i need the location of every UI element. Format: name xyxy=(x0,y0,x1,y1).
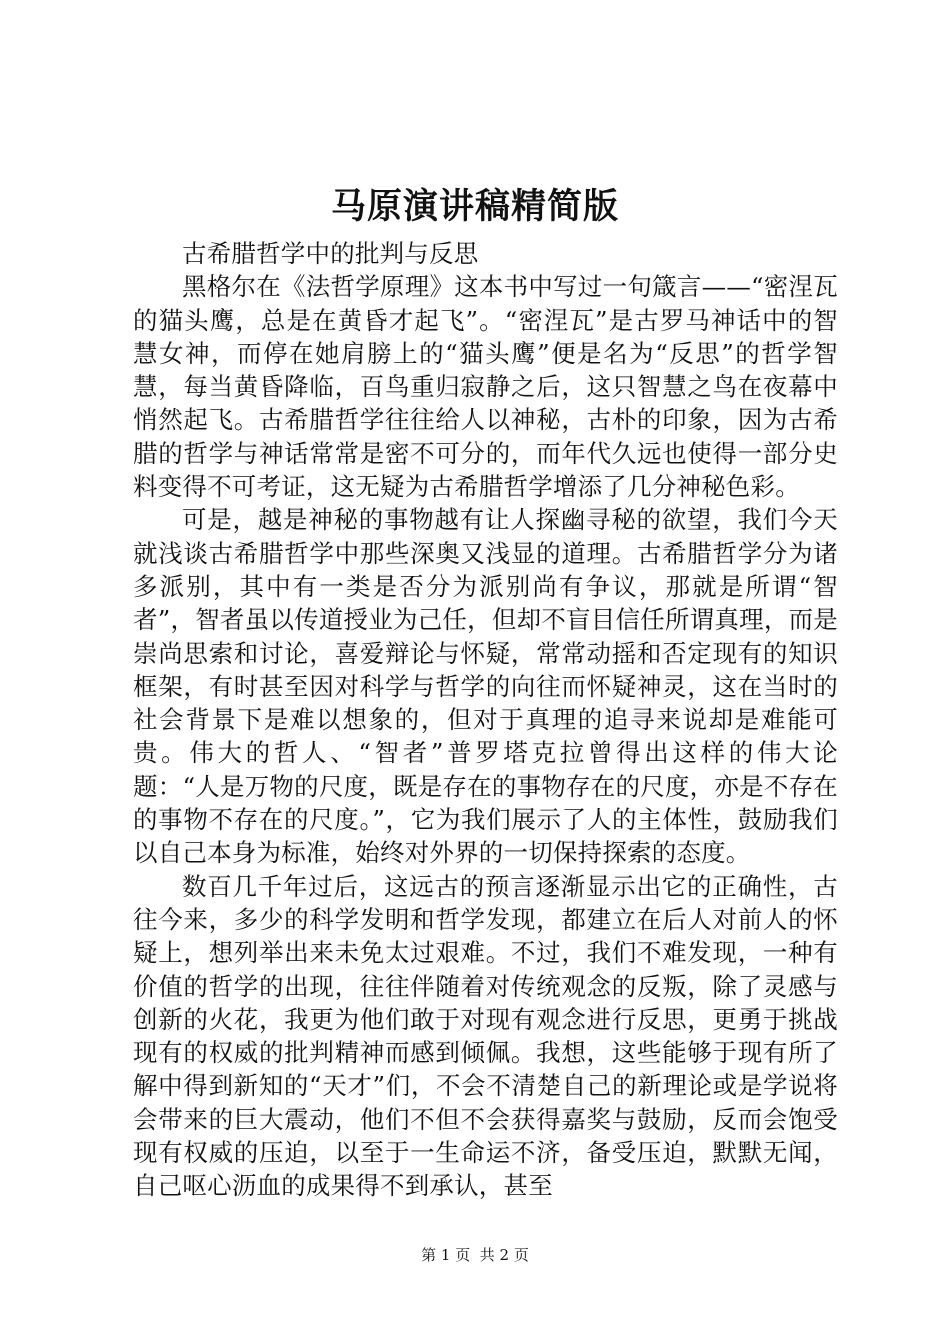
body-paragraph: 黑格尔在《法哲学原理》这本书中写过一句箴言——“密涅瓦的猫头鹰，总是在黄昏才起飞”。“密涅瓦”是古罗马神话中的智慧女神，而停在她肩膀上的“猫头鹰”便是名为“反思”的哲学智慧，每当黄昏降临，百鸟重归寂静之后，这只智慧之鸟在夜幕中悄然起飞。古希腊哲学往往给人以神秘，古朴的印象，因为古希腊的哲学与神话常常是密不可分的，而年代久远也使得一部分史料变得不可考证，这无疑为古希腊哲学增添了几分神秘色彩。 xyxy=(133,272,838,502)
document-body xyxy=(133,237,838,1203)
body-paragraph: 可是，越是神秘的事物越有让人探幽寻秘的欲望，我们今天就浅谈古希腊哲学中那些深奥又浅显的道理。古希腊哲学分为诸多派别，其中有一类是否分为派别尚有争议，那就是所谓“智者”，智者虽以传道授业为己任，但却不盲目信任所谓真理，而是崇尚思索和讨论，喜爱辩论与怀疑，常常动摇和否定现有的知识框架，有时甚至因对科学与哲学的向往而怀疑神灵，这在当时的社会背景下是难以想象的，但对于真理的追寻来说却是难能可贵。伟大的哲人、“智者”普罗塔克拉曾得出这样的伟大论题：“人是万物的尺度，既是存在的事物存在的尺度，亦是不存在的事物不存在的尺度。”，它为我们展示了人的主体性，鼓励我们以自己本身为标准，始终对外界的一切保持探索的态度。 xyxy=(133,505,838,868)
page-title: 马原演讲稿精简版 xyxy=(330,187,619,227)
body-paragraph: 数百几千年过后，这远古的预言逐渐显示出它的正确性，古往今来，多少的科学发明和哲学发现，都建立在后人对前人的怀疑上，想列举出来未免太过艰难。不过，我们不难发现，一种有价值的哲学的出现，往往伴随着对传统观念的反叛，除了灵感与创新的火花，我更为他们敢于对现有观念进行反思，更勇于挑战现有的权威的批判精神而感到倾佩。我想，这些能够于现有所了解中得到新知的“天才”们，不会不清楚自己的新理论或是学说将会带来的巨大震动，他们不但不会获得嘉奖与鼓励，反而会饱受现有权威的压迫，以至于一生命运不济，备受压迫，默默无闻，自己呕心沥血的成果得不到承认，甚至 xyxy=(133,871,838,1201)
page-number-label: 第 1 页 共 2 页 xyxy=(421,1246,529,1264)
subtitle-paragraph: 古希腊哲学中的批判与反思 xyxy=(182,239,479,268)
page-footer xyxy=(0,1245,950,1265)
